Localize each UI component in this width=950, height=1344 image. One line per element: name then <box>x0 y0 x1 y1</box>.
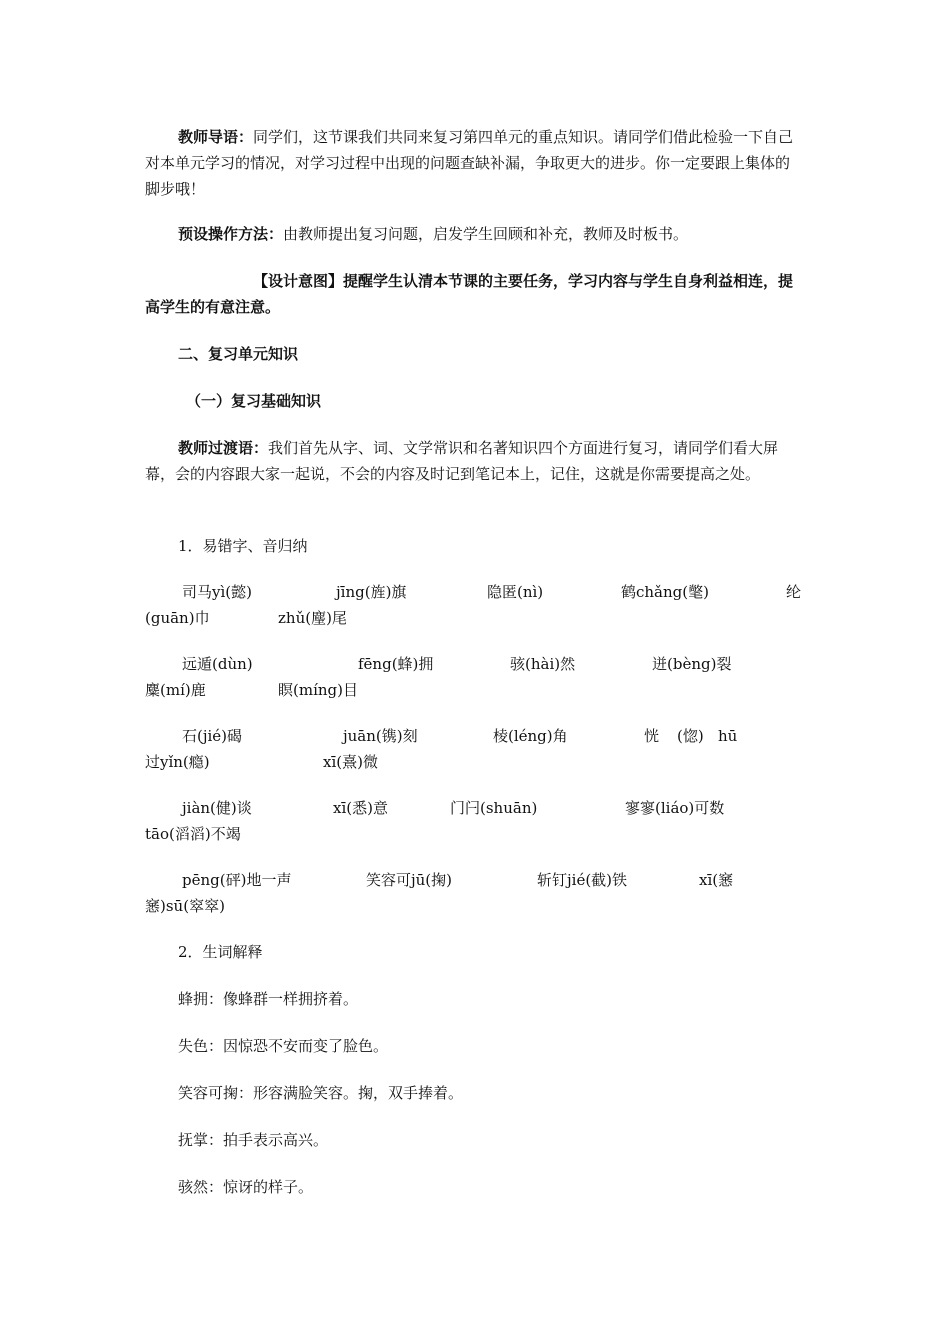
pinyin-entry: 恍 <box>644 727 660 745</box>
intro-label: 教师导语： <box>178 128 254 146</box>
pinyin-entry: 麋(mí)鹿 <box>145 681 206 699</box>
pinyin-row <box>145 723 803 749</box>
transition-text: 我们首先从字、词、文学常识和名著知识四个方面进行复习，请同学们看大屏幕，会的内容跟大家一起说，不会的内容及时记到笔记本上，记住，这就是你需要提高之处。 <box>145 439 779 483</box>
pinyin-entry: tāo(滔滔)不竭 <box>145 825 241 843</box>
pinyin-entry: 司马yì(懿) <box>182 583 252 601</box>
subsection-heading: （一）复习基础知识 <box>186 392 322 410</box>
intro-text: 同学们，这节课我们共同来复习第四单元的重点知识。请同学们借此检验一下自己对本单元学习的情况，对学习过程中出现的问题查缺补漏，争取更大的进步。你一定要跟上集体的脚步哦！ <box>145 128 794 198</box>
pinyin-entry: 窸)sū(窣窣) <box>145 897 225 915</box>
transition-label: 教师过渡语： <box>178 439 269 457</box>
section-heading: 二、复习单元知识 <box>178 345 299 363</box>
pinyin-row <box>145 795 803 821</box>
pinyin-row <box>145 677 803 703</box>
word-definition: 抚掌：拍手表示高兴。 <box>178 1131 329 1149</box>
pinyin-entry: jiàn(健)谈 <box>182 799 252 817</box>
pinyin-entry: 隐匿(nì) <box>487 583 544 601</box>
pinyin-entry: zhǔ(麈)尾 <box>278 609 347 627</box>
pinyin-entry: xī(熹)微 <box>323 753 378 771</box>
intro-paragraph <box>145 124 803 202</box>
pinyin-row <box>145 821 803 847</box>
pinyin-entry: 斩钉jié(截)铁 <box>537 871 628 889</box>
design-intent-paragraph: 【设计意图】提醒学生认清本节课的主要任务，学习内容与学生自身利益相连，提高学生的有意注意。 <box>145 272 794 316</box>
word-definition: 失色：因惊恐不安而变了脸色。 <box>178 1037 389 1055</box>
pinyin-entry: 纶 <box>786 583 802 601</box>
method-paragraph <box>145 221 803 247</box>
pinyin-row <box>145 605 803 631</box>
pinyin-row <box>145 867 803 893</box>
pinyin-entry: jīng(旌)旗 <box>336 583 407 601</box>
word-definition: 蜂拥：像蜂群一样拥挤着。 <box>178 990 359 1008</box>
pinyin-row <box>145 749 803 775</box>
pinyin-entry: 迸(bèng)裂 <box>652 655 732 673</box>
pinyin-entry: 瞑(míng)目 <box>278 681 358 699</box>
pinyin-entry: (惚) <box>677 727 704 745</box>
pinyin-entry: fēng(蜂)拥 <box>358 655 434 673</box>
word-definition: 骇然：惊讶的样子。 <box>178 1178 314 1196</box>
pinyin-entry: pēng(砰)地一声 <box>182 871 292 889</box>
method-text: 由教师提出复习问题，启发学生回顾和补充，教师及时板书。 <box>283 225 689 243</box>
pinyin-entry: xī(窸 <box>699 871 734 889</box>
item1-heading: 1．易错字、音归纳 <box>178 537 308 555</box>
pinyin-entry: hū <box>718 727 738 745</box>
pinyin-entry: 过yǐn(瘾) <box>145 753 210 771</box>
transition-paragraph <box>145 435 803 487</box>
item2-heading: 2．生词解释 <box>178 943 263 961</box>
pinyin-entry: (guān)巾 <box>145 609 210 627</box>
pinyin-entry: 石(jié)碣 <box>182 727 243 745</box>
word-definition: 笑容可掬：形容满脸笑容。掬，双手捧着。 <box>178 1084 464 1102</box>
method-label: 预设操作方法： <box>178 225 284 243</box>
pinyin-entry: 寥寥(liáo)可数 <box>625 799 725 817</box>
pinyin-row <box>145 893 803 919</box>
pinyin-entry: 棱(léng)角 <box>493 727 568 745</box>
pinyin-row <box>145 579 803 605</box>
pinyin-entry: 远遁(dùn) <box>182 655 253 673</box>
pinyin-entry: 门闩(shuān) <box>450 799 538 817</box>
pinyin-entry: juān(镌)刻 <box>343 727 418 745</box>
pinyin-entry: 骇(hài)然 <box>510 655 576 673</box>
pinyin-entry: 鹤chǎng(氅) <box>621 583 709 601</box>
pinyin-entry: xī(悉)意 <box>333 799 388 817</box>
pinyin-entry: 笑容可jū(掬) <box>366 871 453 889</box>
pinyin-row <box>145 651 803 677</box>
